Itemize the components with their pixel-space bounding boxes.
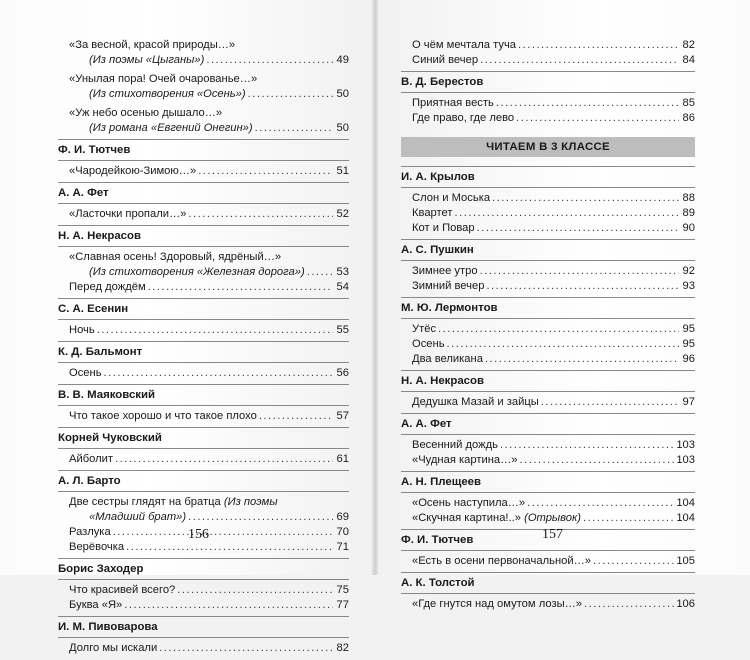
entry-page-number: 49	[336, 54, 349, 66]
toc-entry	[401, 496, 695, 526]
toc-line	[69, 598, 349, 613]
entry-title-italic: (Отрывок)	[524, 512, 581, 524]
toc-line	[69, 641, 349, 656]
right-page	[375, 0, 750, 610]
entry-title	[412, 111, 514, 126]
entry-page-number: 103	[676, 454, 695, 466]
toc-entry	[58, 495, 349, 555]
entry-title	[412, 264, 478, 279]
toc-line	[69, 525, 349, 540]
entry-title	[69, 250, 281, 265]
entry-title	[412, 496, 525, 511]
dot-leader	[159, 641, 333, 656]
entry-title	[69, 409, 257, 424]
entry-title-text: (Из стихотворения «Осень»)	[89, 88, 246, 100]
dot-leader	[518, 38, 679, 53]
entry-title	[69, 323, 95, 338]
entry-title	[89, 265, 305, 280]
entry-page-number: 106	[676, 598, 695, 610]
entry-title	[412, 352, 483, 367]
toc-line	[412, 453, 695, 468]
author-heading: А. Н. Плещеев	[401, 471, 695, 493]
entry-page-number: 52	[336, 208, 349, 220]
entry-page-number: 50	[336, 88, 349, 100]
author-heading: Корней Чуковский	[58, 427, 349, 449]
entry-title	[89, 87, 246, 102]
entry-title-text: «Унылая пора! Очей очарованье…»	[69, 73, 258, 85]
toc-line	[69, 280, 349, 295]
entry-title-text: Что красивей всего?	[69, 584, 176, 596]
entry-page-number: 105	[676, 555, 695, 567]
entry-title	[412, 337, 445, 352]
entry-title	[412, 206, 453, 221]
dot-leader	[500, 438, 674, 453]
page-number-right: 157	[542, 527, 563, 542]
dot-leader	[126, 540, 333, 555]
entry-page-number: 77	[336, 599, 349, 611]
entry-title-text: Слон и Моська	[412, 192, 491, 204]
entry-page-number: 93	[682, 280, 695, 292]
toc-entry	[58, 38, 349, 68]
dot-leader	[447, 337, 679, 352]
entry-title-text: Дедушка Мазай и зайцы	[412, 396, 539, 408]
toc-line	[69, 250, 349, 265]
toc-line	[412, 438, 695, 453]
entry-title-text: Приятная весть	[412, 97, 494, 109]
entry-title-text: «Осень наступила…»	[412, 497, 526, 509]
entry-page-number: 88	[682, 192, 695, 204]
author-heading: А. А. Фет	[58, 182, 349, 204]
toc-line	[69, 409, 349, 424]
dot-leader	[115, 452, 333, 467]
entry-title	[412, 191, 490, 206]
toc-entry	[401, 96, 695, 126]
entry-title	[69, 598, 122, 613]
toc-column-left	[58, 38, 349, 660]
dot-leader	[496, 96, 679, 111]
entry-page-number: 75	[336, 584, 349, 596]
toc-line	[69, 510, 349, 525]
entry-title	[69, 641, 157, 656]
entry-page-number: 104	[676, 512, 695, 524]
entry-title-text: Разлука	[69, 526, 111, 538]
entry-page-number: 56	[336, 367, 349, 379]
toc-entry	[401, 554, 695, 569]
entry-page-number: 57	[336, 410, 349, 422]
toc-line	[69, 164, 349, 179]
entry-title-text: «Младший брат»)	[89, 511, 187, 523]
dot-leader	[259, 409, 333, 424]
entry-page-number: 104	[676, 497, 695, 509]
dot-leader	[492, 191, 679, 206]
toc-line	[69, 366, 349, 381]
dot-leader	[104, 366, 333, 381]
toc-line	[412, 322, 695, 337]
author-heading: Борис Заходер	[58, 558, 349, 580]
toc-line	[69, 323, 349, 338]
entry-title-text: (Из романа «Евгений Онегин»)	[89, 122, 253, 134]
entry-title	[412, 438, 498, 453]
entry-page-number: 84	[682, 54, 695, 66]
section-heading: ЧИТАЕМ В 3 КЛАССЕ	[401, 137, 695, 157]
dot-leader	[541, 395, 679, 410]
toc-entry	[58, 366, 349, 381]
dot-leader	[486, 279, 679, 294]
toc-entry	[58, 583, 349, 613]
toc-line	[69, 121, 349, 136]
toc-line	[412, 554, 695, 569]
entry-title-text: (Из стихотворения «Железная дорога»)	[89, 266, 305, 278]
left-page	[0, 0, 375, 654]
dot-leader	[480, 264, 679, 279]
dot-leader	[248, 87, 333, 102]
entry-page-number: 103	[676, 439, 695, 451]
entry-title	[89, 121, 253, 136]
entry-title	[69, 164, 196, 179]
entry-page-number: 51	[336, 165, 349, 177]
author-heading: В. Д. Берестов	[401, 71, 695, 93]
entry-title-text: «Чародейкою-Зимою…»	[69, 165, 197, 177]
toc-entry	[401, 597, 695, 612]
dot-leader	[485, 352, 679, 367]
entry-title-text: Осень	[69, 367, 102, 379]
entry-title-text: «Славная осень! Здоровый, ядрёный…»	[69, 251, 282, 263]
entry-title	[412, 279, 484, 294]
entry-title	[69, 495, 278, 510]
toc-line	[412, 279, 695, 294]
entry-title	[412, 322, 436, 337]
entry-title	[412, 597, 582, 612]
toc-entry	[401, 38, 695, 68]
dot-leader	[148, 280, 333, 295]
toc-line	[69, 495, 349, 510]
toc-line	[69, 207, 349, 222]
toc-line	[412, 337, 695, 352]
entry-page-number: 55	[336, 324, 349, 336]
entry-title-text: Кот и Повар	[412, 222, 475, 234]
dot-leader	[188, 510, 333, 525]
entry-page-number: 95	[682, 338, 695, 350]
entry-page-number: 89	[682, 207, 695, 219]
entry-title-italic: (Из поэмы	[223, 496, 278, 508]
dot-leader	[438, 322, 679, 337]
dot-leader	[584, 597, 674, 612]
entry-page-number: 96	[682, 353, 695, 365]
entry-title	[69, 452, 113, 467]
entry-title-text: «Ласточки пропали…»	[69, 208, 187, 220]
entry-title-text: Ночь	[69, 324, 95, 336]
toc-line	[412, 395, 695, 410]
entry-page-number: 50	[336, 122, 349, 134]
toc-line	[69, 53, 349, 68]
entry-page-number: 61	[336, 453, 349, 465]
entry-title-text: Весенний дождь	[412, 439, 498, 451]
entry-title-text: «Скучная картина!..»	[412, 512, 521, 524]
dot-leader	[113, 525, 333, 540]
dot-leader	[307, 265, 333, 280]
author-heading: А. С. Пушкин	[401, 239, 695, 261]
author-heading: Н. А. Некрасов	[401, 370, 695, 392]
entry-title	[69, 72, 257, 87]
toc-entry	[58, 409, 349, 424]
entry-title	[69, 525, 111, 540]
toc-entry	[401, 438, 695, 468]
entry-title-text: Квартет	[412, 207, 453, 219]
dot-leader	[255, 121, 333, 136]
entry-title-text: Где право, где лево	[412, 112, 515, 124]
toc-line	[412, 264, 695, 279]
entry-title-text: Буква «Я»	[69, 599, 123, 611]
toc-entry	[401, 395, 695, 410]
author-heading: В. В. Маяковский	[58, 384, 349, 406]
entry-title-text: Зимнее утро	[412, 265, 478, 277]
page-number-left: 156	[188, 527, 209, 542]
entry-title-text: «Чудная картина…»	[412, 454, 518, 466]
author-heading: А. К. Толстой	[401, 572, 695, 594]
entry-page-number: 82	[336, 642, 349, 654]
entry-title	[412, 221, 475, 236]
entry-title-text: «Где гнутся над омутом лозы…»	[412, 598, 583, 610]
author-heading: Н. А. Некрасов	[58, 225, 349, 247]
dot-leader	[177, 583, 333, 598]
entry-title-text: (Из поэмы «Цыганы»)	[89, 54, 205, 66]
entry-page-number: 54	[336, 281, 349, 293]
dot-leader	[124, 598, 333, 613]
dot-leader	[583, 511, 674, 526]
toc-entry	[58, 250, 349, 295]
toc-entry	[58, 452, 349, 467]
entry-title-text: «Уж небо осенью дышало…»	[69, 107, 223, 119]
toc-line	[69, 452, 349, 467]
toc-entry	[58, 72, 349, 102]
toc-entry	[58, 207, 349, 222]
dot-leader	[516, 111, 679, 126]
entry-title-text: Что такое хорошо и что такое плохо	[69, 410, 257, 422]
entry-title-text: О чём мечтала туча	[412, 39, 517, 51]
entry-page-number: 92	[682, 265, 695, 277]
entry-page-number: 82	[682, 39, 695, 51]
book-gutter	[372, 0, 378, 575]
dot-leader	[97, 323, 333, 338]
toc-line	[69, 265, 349, 280]
toc-entry	[58, 641, 349, 656]
entry-title	[412, 38, 516, 53]
toc-entry	[58, 164, 349, 179]
entry-title-text: Перед дождём	[69, 281, 146, 293]
dot-leader	[520, 453, 675, 468]
entry-title	[69, 366, 102, 381]
entry-title-text: Долго мы искали	[69, 642, 158, 654]
entry-page-number: 70	[336, 526, 349, 538]
toc-line	[69, 106, 349, 121]
author-heading: А. А. Фет	[401, 413, 695, 435]
author-heading: Ф. И. Тютчев	[401, 529, 695, 551]
author-heading: М. Ю. Лермонтов	[401, 297, 695, 319]
dot-leader	[477, 221, 679, 236]
entry-page-number: 90	[682, 222, 695, 234]
author-heading: Ф. И. Тютчев	[58, 139, 349, 161]
entry-title-text: Зимний вечер	[412, 280, 485, 292]
entry-title	[69, 38, 235, 53]
entry-title	[69, 207, 186, 222]
entry-title	[69, 540, 124, 555]
toc-line	[412, 111, 695, 126]
entry-title	[412, 395, 539, 410]
toc-line	[412, 496, 695, 511]
entry-title	[412, 53, 478, 68]
toc-line	[69, 540, 349, 555]
toc-line	[412, 53, 695, 68]
toc-line	[412, 352, 695, 367]
dot-leader	[593, 554, 674, 569]
entry-page-number: 53	[336, 266, 349, 278]
dot-leader	[206, 53, 333, 68]
author-heading: К. Д. Бальмонт	[58, 341, 349, 363]
entry-page-number: 97	[682, 396, 695, 408]
entry-title-text: Две сестры глядят на братца	[69, 496, 221, 508]
toc-line	[412, 511, 695, 526]
entry-page-number: 86	[682, 112, 695, 124]
entry-title	[89, 510, 186, 525]
dot-leader	[455, 206, 679, 221]
toc-entry	[401, 191, 695, 236]
dot-leader	[480, 53, 679, 68]
toc-line	[412, 221, 695, 236]
dot-leader	[188, 207, 333, 222]
entry-page-number: 95	[682, 323, 695, 335]
entry-page-number: 69	[336, 511, 349, 523]
dot-leader	[198, 164, 333, 179]
entry-title-text: Два великана	[412, 353, 483, 365]
entry-title-text: Синий вечер	[412, 54, 479, 66]
toc-entry	[58, 323, 349, 338]
entry-title	[412, 96, 494, 111]
toc-line	[412, 191, 695, 206]
entry-title-text: Верёвочка	[69, 541, 125, 553]
author-heading: И. М. Пивоварова	[58, 616, 349, 638]
toc-line	[412, 38, 695, 53]
author-heading: С. А. Есенин	[58, 298, 349, 320]
author-heading: А. Л. Барто	[58, 470, 349, 492]
entry-title	[89, 53, 204, 68]
toc-line	[69, 583, 349, 598]
toc-line	[69, 72, 349, 87]
toc-entry	[58, 106, 349, 136]
entry-title	[412, 554, 591, 569]
toc-entry	[401, 264, 695, 294]
toc-line	[412, 206, 695, 221]
toc-line	[69, 38, 349, 53]
entry-title-text: «Есть в осени первоначальной…»	[412, 555, 591, 567]
toc-line	[69, 87, 349, 102]
entry-title	[69, 106, 222, 121]
entry-title-text: «За весной, красой природы…»	[69, 39, 236, 51]
entry-title	[412, 453, 518, 468]
entry-title	[69, 280, 146, 295]
entry-page-number: 85	[682, 97, 695, 109]
entry-title-text: Утёс	[412, 323, 437, 335]
toc-entry	[401, 322, 695, 367]
dot-leader	[527, 496, 674, 511]
toc-line	[412, 96, 695, 111]
entry-page-number: 71	[336, 541, 349, 553]
author-heading: И. А. Крылов	[401, 166, 695, 188]
entry-title-text: Осень	[412, 338, 445, 350]
entry-title-text: Айболит	[69, 453, 113, 465]
entry-title	[412, 511, 581, 526]
toc-line	[412, 597, 695, 612]
entry-title	[69, 583, 175, 598]
